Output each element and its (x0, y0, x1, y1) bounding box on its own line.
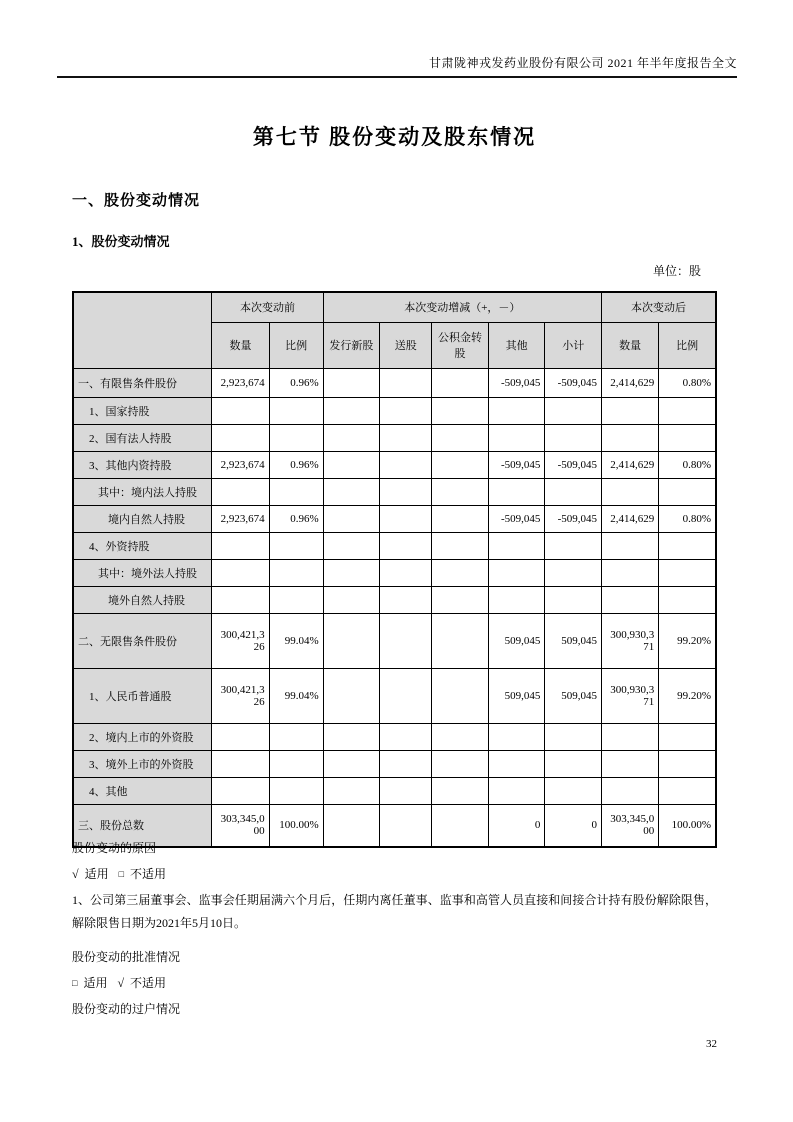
data-cell (212, 559, 269, 586)
applicable-label: 适用 (83, 976, 108, 990)
not-applicable-label: 不适用 (130, 867, 167, 881)
column-header: 数量 (602, 322, 659, 368)
data-cell (212, 777, 269, 804)
data-cell: -509,045 (488, 451, 545, 478)
data-cell (488, 586, 545, 613)
column-header: 送股 (380, 322, 432, 368)
data-cell: 303,345,000 (602, 804, 659, 847)
data-cell: 300,930,371 (602, 613, 659, 668)
data-cell: 0.80% (659, 368, 716, 397)
data-cell (380, 723, 432, 750)
table-row (73, 368, 716, 397)
column-header: 数量 (212, 322, 269, 368)
not-applicable-label: 不适用 (130, 976, 167, 990)
checkbox-icon: □ (72, 978, 78, 988)
data-cell (432, 424, 489, 451)
data-cell (488, 559, 545, 586)
table-row (73, 505, 716, 532)
data-cell (269, 559, 323, 586)
row-label-cell: 其中：境外法人持股 (73, 559, 212, 586)
row-label-cell: 4、其他 (73, 777, 212, 804)
data-cell (602, 397, 659, 424)
data-cell (545, 750, 602, 777)
data-cell (488, 723, 545, 750)
row-label-cell: 4、外资持股 (73, 532, 212, 559)
data-cell (545, 777, 602, 804)
check-mark-icon: √ (72, 867, 79, 881)
share-change-table (72, 291, 717, 848)
data-cell (380, 451, 432, 478)
data-cell (659, 559, 716, 586)
column-header: 公积金转股 (432, 322, 489, 368)
data-cell: 509,045 (488, 613, 545, 668)
data-cell (269, 750, 323, 777)
data-cell: 99.04% (269, 613, 323, 668)
data-cell (545, 586, 602, 613)
data-cell (269, 777, 323, 804)
data-cell (323, 668, 380, 723)
data-cell: 300,930,371 (602, 668, 659, 723)
row-label-cell: 3、境外上市的外资股 (73, 750, 212, 777)
data-cell (545, 723, 602, 750)
column-header: 其他 (488, 322, 545, 368)
data-cell (432, 613, 489, 668)
data-cell (545, 397, 602, 424)
data-cell (212, 750, 269, 777)
data-cell (432, 532, 489, 559)
row-label-cell: 二、无限售条件股份 (73, 613, 212, 668)
row-label-cell: 其中：境内法人持股 (73, 478, 212, 505)
data-cell (212, 397, 269, 424)
data-cell (212, 586, 269, 613)
table-group-header-row (73, 292, 716, 322)
table-row (73, 397, 716, 424)
data-cell (323, 478, 380, 505)
data-cell: 100.00% (269, 804, 323, 847)
approval-applicability (72, 974, 717, 993)
data-cell (488, 777, 545, 804)
data-cell (659, 424, 716, 451)
data-cell (380, 613, 432, 668)
row-label-cell: 3、其他内资持股 (73, 451, 212, 478)
data-cell (380, 368, 432, 397)
data-cell (380, 532, 432, 559)
page-number: 32 (706, 1038, 717, 1050)
reason-detail: 1、公司第三届董事会、监事会任期届满六个月后，任期内离任董事、监事和高管人员直接和间接合计持有股份解除限售，解除限售日期为2021年5月10日。 (72, 893, 717, 930)
data-cell (432, 368, 489, 397)
data-cell (380, 424, 432, 451)
data-cell (432, 559, 489, 586)
data-cell (269, 397, 323, 424)
data-cell (488, 478, 545, 505)
data-cell: 509,045 (488, 668, 545, 723)
data-cell: 0 (545, 804, 602, 847)
data-cell (323, 451, 380, 478)
data-cell (488, 397, 545, 424)
table-row (73, 451, 716, 478)
data-cell: 2,923,674 (212, 505, 269, 532)
data-cell: 99.20% (659, 668, 716, 723)
check-mark-icon: √ (117, 976, 125, 990)
column-header: 比例 (269, 322, 323, 368)
data-cell (269, 424, 323, 451)
table-row (73, 559, 716, 586)
data-cell: 303,345,000 (212, 804, 269, 847)
data-cell (432, 505, 489, 532)
data-cell (659, 750, 716, 777)
column-header: 发行新股 (323, 322, 380, 368)
data-cell (659, 478, 716, 505)
data-cell (212, 424, 269, 451)
data-cell: 300,421,326 (212, 613, 269, 668)
data-cell (432, 750, 489, 777)
data-cell (323, 424, 380, 451)
table-row (73, 532, 716, 559)
data-cell: 300,421,326 (212, 668, 269, 723)
data-cell: 2,414,629 (602, 505, 659, 532)
data-cell (602, 532, 659, 559)
section-heading: 一、股份变动情况 (72, 193, 201, 209)
data-cell (269, 586, 323, 613)
data-cell (488, 750, 545, 777)
page-title: 第七节 股份变动及股东情况 (252, 125, 537, 149)
data-cell: 2,923,674 (212, 368, 269, 397)
data-cell (323, 397, 380, 424)
data-cell (432, 397, 489, 424)
data-cell (432, 586, 489, 613)
data-cell (545, 424, 602, 451)
data-cell (488, 532, 545, 559)
data-cell: 0.96% (269, 368, 323, 397)
table-row (73, 478, 716, 505)
row-label-cell: 三、股份总数 (73, 804, 212, 847)
data-cell (602, 723, 659, 750)
data-cell: -509,045 (545, 451, 602, 478)
data-cell (380, 668, 432, 723)
data-cell (602, 424, 659, 451)
data-cell (659, 723, 716, 750)
data-cell (488, 424, 545, 451)
data-cell: -509,045 (545, 505, 602, 532)
data-cell (212, 478, 269, 505)
checkbox-icon: □ (118, 869, 125, 879)
running-header: 甘肃陇神戎发药业股份有限公司 2021 年半年度报告全文 (57, 54, 737, 78)
table-row (73, 586, 716, 613)
table-row (73, 750, 716, 777)
transfer-title: 股份变动的过户情况 (72, 1002, 181, 1016)
column-header: 比例 (659, 322, 716, 368)
data-cell: 0.80% (659, 451, 716, 478)
data-cell (659, 777, 716, 804)
data-cell: 509,045 (545, 668, 602, 723)
data-cell (602, 750, 659, 777)
data-cell (380, 505, 432, 532)
data-cell: 509,045 (545, 613, 602, 668)
data-cell: 2,414,629 (602, 451, 659, 478)
data-cell (432, 777, 489, 804)
data-cell: 2,923,674 (212, 451, 269, 478)
data-cell (432, 451, 489, 478)
approval-title: 股份变动的批准情况 (72, 950, 181, 964)
data-cell (212, 532, 269, 559)
data-cell (545, 478, 602, 505)
data-cell (380, 478, 432, 505)
data-cell (380, 559, 432, 586)
data-cell (545, 532, 602, 559)
data-cell (659, 586, 716, 613)
data-cell (323, 505, 380, 532)
data-cell (380, 777, 432, 804)
row-label-cell: 境外自然人持股 (73, 586, 212, 613)
share-change-table-container (72, 291, 717, 848)
notes-section (72, 839, 717, 1019)
data-cell (323, 532, 380, 559)
table-row (73, 723, 716, 750)
data-cell (659, 532, 716, 559)
column-header: 小计 (545, 322, 602, 368)
data-cell (380, 586, 432, 613)
data-cell: 0.96% (269, 451, 323, 478)
data-cell (323, 613, 380, 668)
data-cell (380, 397, 432, 424)
data-cell (545, 559, 602, 586)
data-cell (380, 750, 432, 777)
data-cell (432, 478, 489, 505)
data-cell: 0.80% (659, 505, 716, 532)
data-cell (269, 478, 323, 505)
data-cell: -509,045 (488, 368, 545, 397)
data-cell: 99.20% (659, 613, 716, 668)
data-cell (602, 559, 659, 586)
unit-label: 单位：股 (652, 264, 701, 278)
group-header-before: 本次变动前 (212, 292, 323, 322)
data-cell (323, 586, 380, 613)
data-cell (659, 397, 716, 424)
applicable-label: 适用 (84, 867, 109, 881)
data-cell (602, 586, 659, 613)
row-label-cell: 2、境内上市的外资股 (73, 723, 212, 750)
data-cell (323, 559, 380, 586)
subsection-heading: 1、股份变动情况 (72, 234, 170, 249)
data-cell (323, 750, 380, 777)
table-row (73, 777, 716, 804)
group-header-after: 本次变动后 (602, 292, 717, 322)
data-cell (602, 478, 659, 505)
data-cell: -509,045 (488, 505, 545, 532)
row-label-cell: 1、国家持股 (73, 397, 212, 424)
table-row (73, 613, 716, 668)
reason-title: 股份变动的原因 (72, 841, 157, 855)
corner-cell (73, 292, 212, 368)
data-cell (432, 723, 489, 750)
data-cell (323, 368, 380, 397)
data-cell: 100.00% (659, 804, 716, 847)
data-cell: 99.04% (269, 668, 323, 723)
row-label-cell: 境内自然人持股 (73, 505, 212, 532)
data-cell (323, 723, 380, 750)
table-row (73, 668, 716, 723)
data-cell: -509,045 (545, 368, 602, 397)
data-cell (602, 777, 659, 804)
row-label-cell: 一、有限售条件股份 (73, 368, 212, 397)
data-cell (269, 723, 323, 750)
table-row (73, 424, 716, 451)
data-cell (432, 668, 489, 723)
data-cell (323, 777, 380, 804)
data-cell: 0.96% (269, 505, 323, 532)
data-cell (212, 723, 269, 750)
data-cell (269, 532, 323, 559)
data-cell: 0 (488, 804, 545, 847)
reason-applicability (72, 865, 717, 884)
row-label-cell: 1、人民币普通股 (73, 668, 212, 723)
group-header-change: 本次变动增减（+，－） (323, 292, 601, 322)
row-label-cell: 2、国有法人持股 (73, 424, 212, 451)
data-cell: 2,414,629 (602, 368, 659, 397)
